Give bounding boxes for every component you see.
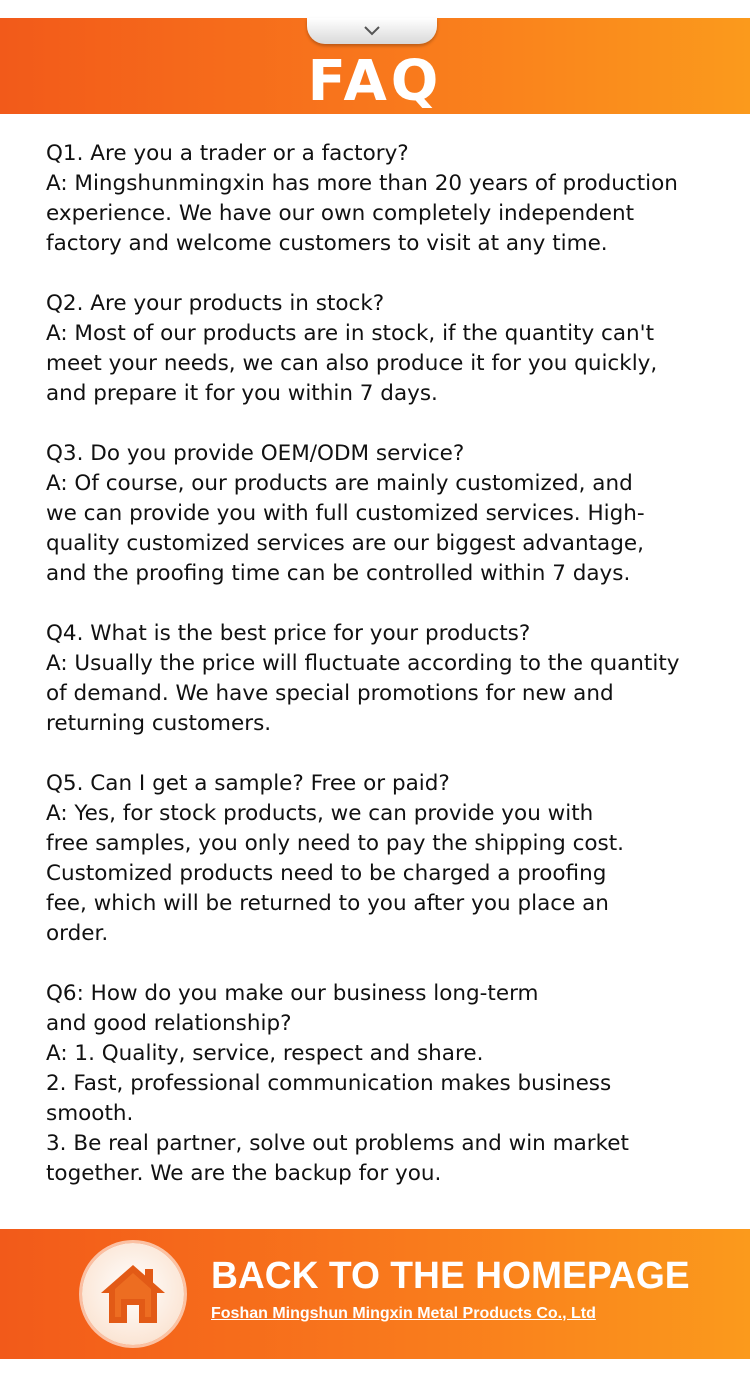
faq-list <box>46 139 736 1219</box>
faq-answer-line: A: Mingshunmingxin has more than 20 years of production <box>46 171 678 196</box>
faq-answer-line: together. We are the backup for you. <box>46 1161 442 1186</box>
faq-answer-line: order. <box>46 921 109 946</box>
back-to-homepage-link[interactable]: BACK TO THE HOMEPAGE <box>211 1255 690 1297</box>
faq-question: Q4. What is the best price for your products? <box>46 621 531 646</box>
chevron-down-icon <box>363 25 381 37</box>
faq-answer-line: Customized products need to be charged a proofing <box>46 861 607 886</box>
faq-answer-line: 3. Be real partner, solve out problems and win market <box>46 1131 629 1156</box>
collapse-tab[interactable] <box>307 18 437 44</box>
faq-item-3 <box>46 439 736 589</box>
faq-header <box>0 18 750 114</box>
faq-item-4 <box>46 619 736 739</box>
faq-answer-line: 2. Fast, professional communication makes business <box>46 1071 612 1096</box>
faq-answer-line: A: 1. Quality, service, respect and share. <box>46 1041 484 1066</box>
home-button[interactable] <box>82 1243 184 1345</box>
back-to-homepage-banner[interactable] <box>0 1229 750 1359</box>
faq-item-1 <box>46 139 736 259</box>
faq-item-6 <box>46 979 736 1189</box>
faq-answer-line: A: Most of our products are in stock, if the quantity can't <box>46 321 655 346</box>
faq-item-2 <box>46 289 736 409</box>
faq-answer-line: returning customers. <box>46 711 272 736</box>
faq-question: and good relationship? <box>46 1011 292 1036</box>
faq-question: Q6: How do you make our business long-term <box>46 981 539 1006</box>
faq-item-5 <box>46 769 736 949</box>
faq-answer-line: of demand. We have special promotions for new and <box>46 681 614 706</box>
faq-answer-line: free samples, you only need to pay the shipping cost. <box>46 831 625 856</box>
faq-answer-line: A: Usually the price will fluctuate according to the quantity <box>46 651 680 676</box>
home-icon <box>97 1261 169 1327</box>
page-title: FAQ <box>307 49 443 114</box>
faq-answer-line: we can provide you with full customized services. High- <box>46 501 645 526</box>
faq-answer-line: fee, which will be returned to you after you place an <box>46 891 609 916</box>
faq-question: Q2. Are your products in stock? <box>46 291 385 316</box>
faq-question: Q1. Are you a trader or a factory? <box>46 141 409 166</box>
faq-question: Q5. Can I get a sample? Free or paid? <box>46 771 450 796</box>
faq-answer-line: quality customized services are our biggest advantage, <box>46 531 644 556</box>
faq-answer-line: smooth. <box>46 1101 134 1126</box>
faq-answer-line: and prepare it for you within 7 days. <box>46 381 438 406</box>
faq-answer-line: A: Yes, for stock products, we can provide you with <box>46 801 594 826</box>
company-link[interactable]: Foshan Mingshun Mingxin Metal Products Co., Ltd <box>211 1305 596 1322</box>
faq-answer-line: factory and welcome customers to visit at any time. <box>46 231 608 256</box>
faq-answer-line: and the proofing time can be controlled within 7 days. <box>46 561 631 586</box>
faq-answer-line: experience. We have our own completely independent <box>46 201 634 226</box>
faq-answer-line: meet your needs, we can also produce it for you quickly, <box>46 351 658 376</box>
faq-question: Q3. Do you provide OEM/ODM service? <box>46 441 465 466</box>
faq-answer-line: A: Of course, our products are mainly customized, and <box>46 471 633 496</box>
